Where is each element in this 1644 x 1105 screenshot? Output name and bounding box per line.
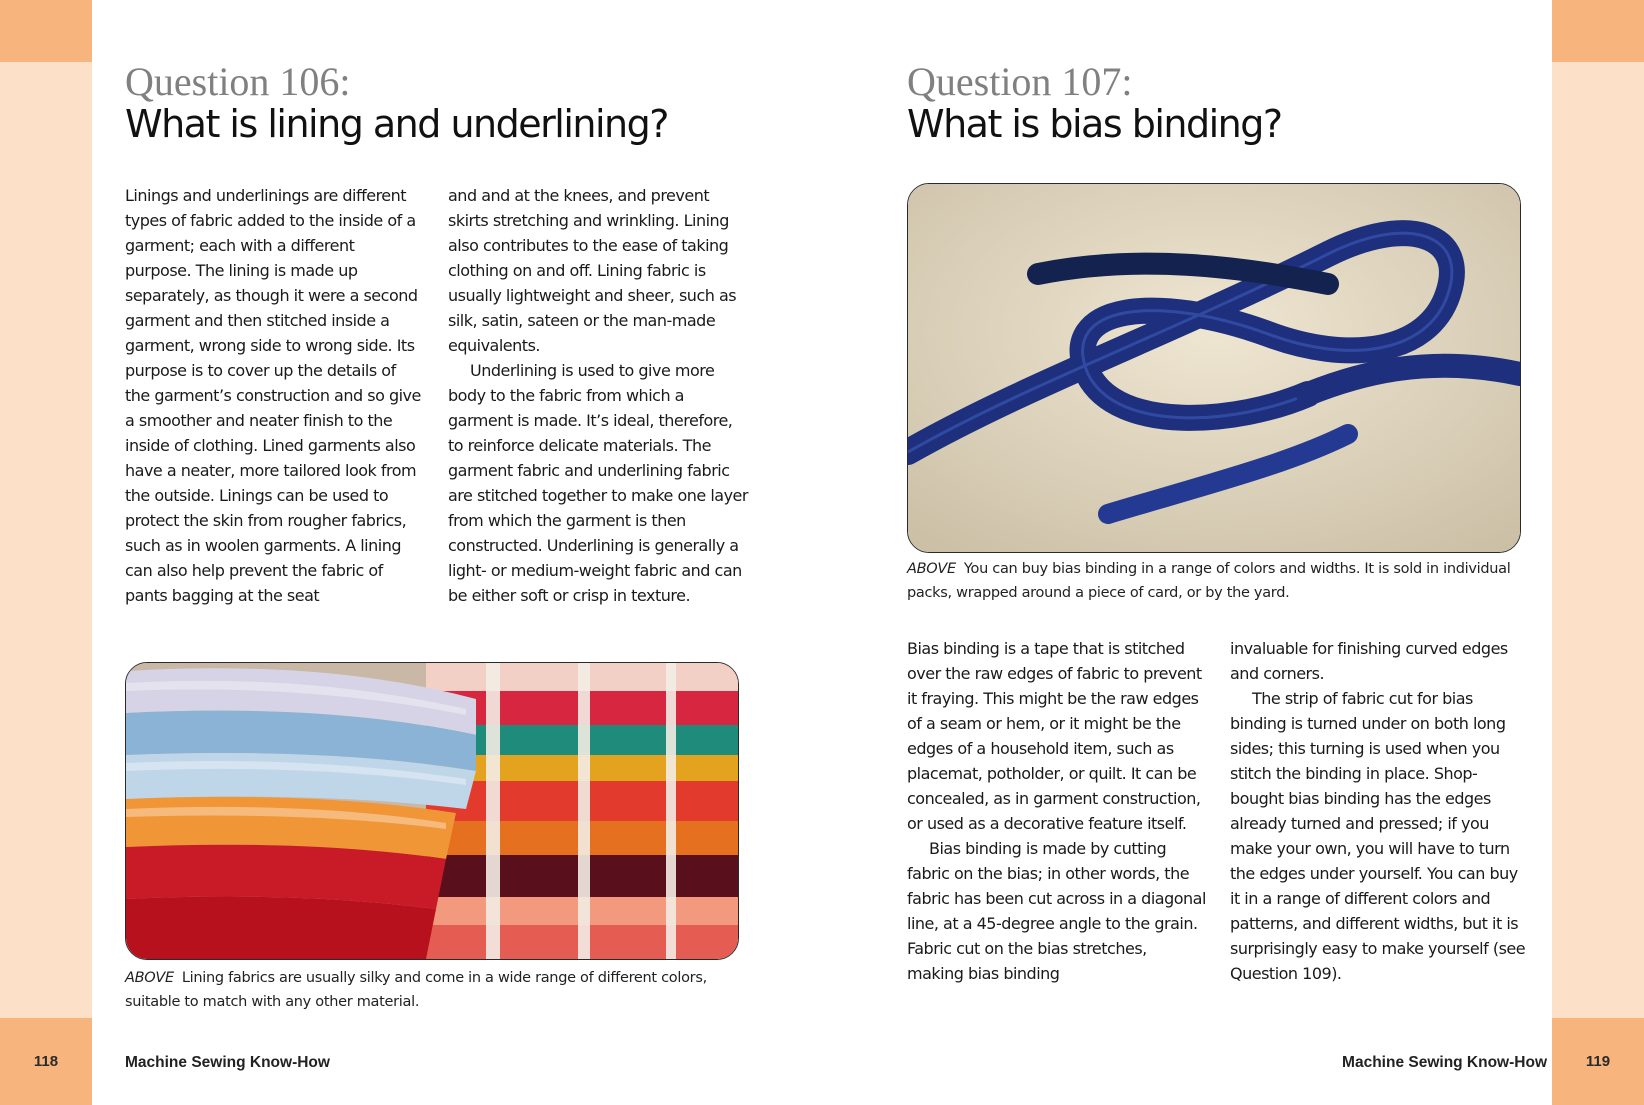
lining-fabrics-photo — [125, 662, 739, 960]
lining-photo-caption — [125, 966, 745, 1014]
paragraph: and and at the knees, and prevent skirts stretching and wrinkling. Lining also contributes to the ease of taking clothing on and off. Lining fabric is usually lightweight and sheer, such as silk, satin, sateen or the man-made equivalents. — [448, 186, 737, 355]
right-body-column-1 — [907, 636, 1207, 986]
right-margin-tab — [1552, 0, 1644, 1105]
bias-photo-caption — [907, 557, 1527, 605]
caption-text: You can buy bias binding in a range of colors and widths. It is sold in individual packs, wrapped around a piece of card, or by the yard. — [907, 561, 1511, 601]
question-106-title: What is lining and underlining? — [125, 102, 668, 146]
paragraph: Bias binding is a tape that is stitched over the raw edges of fabric to prevent it fraying. This might be the raw edges of a seam or hem, or it might be the edges of a household item, such as placemat, potholder, or quilt. It can be concealed, as in garment construction, or used as a decorative feature itself. — [907, 639, 1202, 833]
question-107-number: Question 107: — [907, 59, 1133, 104]
caption-text: Lining fabrics are usually silky and come in a wide range of different colors, suitable to match with any other material. — [125, 970, 707, 1010]
question-107-title: What is bias binding? — [907, 102, 1282, 146]
paragraph: invaluable for finishing curved edges and corners. — [1230, 639, 1508, 683]
caption-label: ABOVE — [907, 561, 956, 577]
right-body-column-2 — [1230, 636, 1530, 986]
paragraph: Bias binding is made by cutting fabric on the bias; in other words, the fabric has been cut across in a diagonal line, at a 45-degree angle to the grain. Fabric cut on the bias stretches, making bias binding — [907, 839, 1206, 983]
bias-binding-photo — [907, 183, 1521, 553]
question-106-number: Question 106: — [125, 59, 351, 104]
left-body-column-1 — [125, 183, 425, 608]
right-running-title: Machine Sewing Know-How — [1342, 1054, 1547, 1071]
left-page-number: 118 — [33, 1053, 59, 1070]
right-page-number: 119 — [1585, 1053, 1611, 1070]
right-tab-top — [1552, 0, 1644, 62]
paragraph: Underlining is used to give more body to the fabric from which a garment is made. It’s ideal, therefore, to reinforce delicate materials. The garment fabric and underlining fabric are stitched together to make one layer from which the garment is then constructed. Underlining is generally a light- or medium-weight fabric and can be either soft or crisp in texture. — [448, 361, 748, 605]
caption-label: ABOVE — [125, 970, 174, 986]
left-running-title: Machine Sewing Know-How — [125, 1054, 330, 1071]
paragraph: Linings and underlinings are different types of fabric added to the inside of a garment; each with a different purpose. The lining is made up separately, as though it were a second garment and then stitched inside a garment, wrong side to wrong side. Its purpose is to cover up the details of the garment’s construction and so give a smoother and neater finish to the inside of clothing. Lined garments also have a neater, more tailored look from the outside. Linings can be used to protect the skin from rougher fabrics, such as in woolen garments. A lining can also help prevent the fabric of pants bagging at the seat — [125, 186, 421, 605]
paragraph: The strip of fabric cut for bias binding is turned under on both long sides; this turning is used when you stitch the binding in place. Shop-bought bias binding has the edges already turned and pressed; if you make your own, you will have to turn the edges under yourself. You can buy it in a range of different colors and patterns, and different widths, but it is surprisingly easy to make yourself (see Question 109). — [1230, 689, 1526, 983]
left-body-column-2 — [448, 183, 748, 608]
left-tab-top — [0, 0, 92, 62]
left-margin-tab — [0, 0, 92, 1105]
